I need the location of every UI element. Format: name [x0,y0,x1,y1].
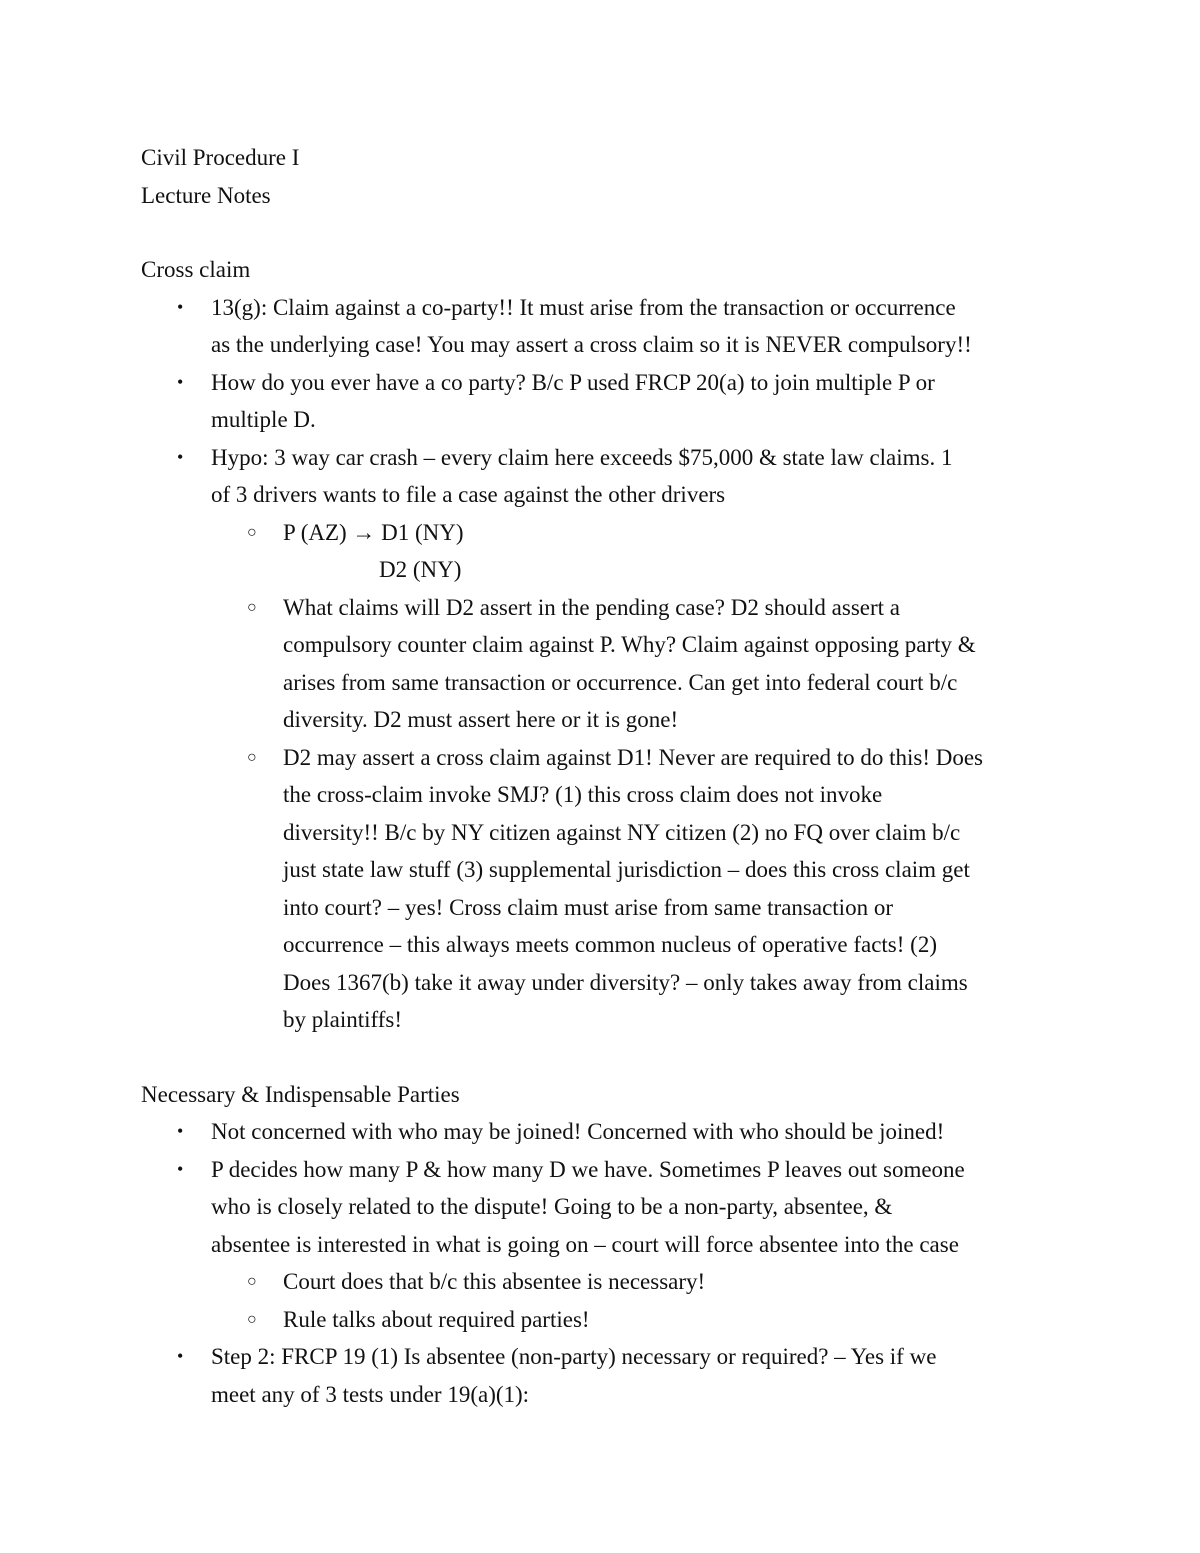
document-title: Civil Procedure I [141,145,300,170]
bullet-icon: • [177,446,184,467]
section-heading-cross-claim: Cross claim [141,257,251,282]
sublist-item-line: Rule talks about required parties! [283,1306,590,1332]
circle-bullet-icon: ○ [247,1273,257,1290]
sublist-item-line: D2 may assert a cross claim against D1! Never are required to do this! Does [283,744,983,770]
list-item-line: Not concerned with who may be joined! Concerned with who should be joined! [211,1119,945,1144]
list-item-line: who is closely related to the dispute! Going to be a non-party, absentee, & [211,1194,893,1219]
list-item-line: P decides how many P & how many D we have. Sometimes P leaves out someone [211,1156,965,1182]
sublist-item-line: by plaintiffs! [283,1007,403,1032]
document-subtitle: Lecture Notes [141,182,271,208]
hypo-sublist [211,514,1071,1039]
list-item-line: Hypo: 3 way car crash – every claim here exceeds $75,000 & state law claims. 1 [211,444,953,470]
sublist-item [247,589,1071,739]
sublist-item-line: into court? – yes! Cross claim must arise from same transaction or [283,894,893,920]
list-item-line: Step 2: FRCP 19 (1) Is absentee (non-party) necessary or required? – Yes if we [211,1344,937,1369]
sublist-item-line: the cross-claim invoke SMJ? (1) this cross claim does not invoke [283,782,883,807]
circle-bullet-icon: ○ [247,598,257,616]
list-item-line: as the underlying case! You may assert a cross claim so it is NEVER compulsory!! [211,332,972,357]
sublist-item [247,1301,1071,1339]
cross-claim-list [141,289,1071,1039]
circle-bullet-icon: ○ [247,1310,257,1328]
sublist-item-line: arises from same transaction or occurrence. Can get into federal court b/c [283,669,958,695]
sublist-item [247,514,1071,589]
sublist-item-line: occurrence – this always meets common nucleus of operative facts! (2) [283,932,937,957]
list-item [177,1113,1071,1151]
document-page [141,139,1071,1413]
sublist-item-line: compulsory counter claim against P. Why? Claim against opposing party & [283,632,976,657]
sublist-item-line: just state law stuff (3) supplemental jurisdiction – does this cross claim get [283,857,970,882]
sublist-item-line: Court does that b/c this absentee is necessary! [283,1269,706,1294]
sublist-item-line: diversity. D2 must assert here or it is gone! [283,707,679,732]
bullet-icon: • [177,296,184,317]
sublist-item-line: What claims will D2 assert in the pending case? D2 should assert a [283,594,901,620]
sublist-item [247,739,1071,1039]
bullet-icon: • [177,1346,184,1366]
list-item-line: multiple D. [211,407,316,432]
sublist-item [247,1263,1071,1301]
bullet-icon: • [177,1158,184,1179]
list-item [177,289,1071,364]
bullet-icon: • [177,371,184,392]
list-item [177,1151,1071,1339]
bullet-icon: • [177,1121,184,1141]
list-item-line: How do you ever have a co party? B/c P used FRCP 20(a) to join multiple P or [211,369,935,395]
list-item [177,364,1071,439]
sublist-item-line: Does 1367(b) take it away under diversity? – only takes away from claims [283,969,968,995]
sublist-item-line: diversity!! B/c by NY citizen against NY citizen (2) no FQ over claim b/c [283,819,961,845]
circle-bullet-icon: ○ [247,523,257,541]
spacer [141,1039,1071,1076]
list-item-line: 13(g): Claim against a co-party!! It must arise from the transaction or occurrence [211,294,956,320]
list-item-line: absentee is interested in what is going on – court will force absentee into the case [211,1231,959,1257]
section-heading-necessary-parties: Necessary & Indispensable Parties [141,1081,460,1107]
sublist-item-continuation: D2 (NY) [379,557,462,582]
necessary-parties-list [141,1113,1071,1413]
list-item-line: meet any of 3 tests under 19(a)(1): [211,1381,530,1407]
spacer [141,214,1071,251]
list-item [177,1338,1071,1413]
circle-bullet-icon: ○ [247,748,257,766]
list-item-line: of 3 drivers wants to file a case against the other drivers [211,482,726,507]
list-item [177,439,1071,1039]
absentee-sublist [211,1263,1071,1338]
sublist-item-line: P (AZ) → D1 (NY) [283,519,464,545]
